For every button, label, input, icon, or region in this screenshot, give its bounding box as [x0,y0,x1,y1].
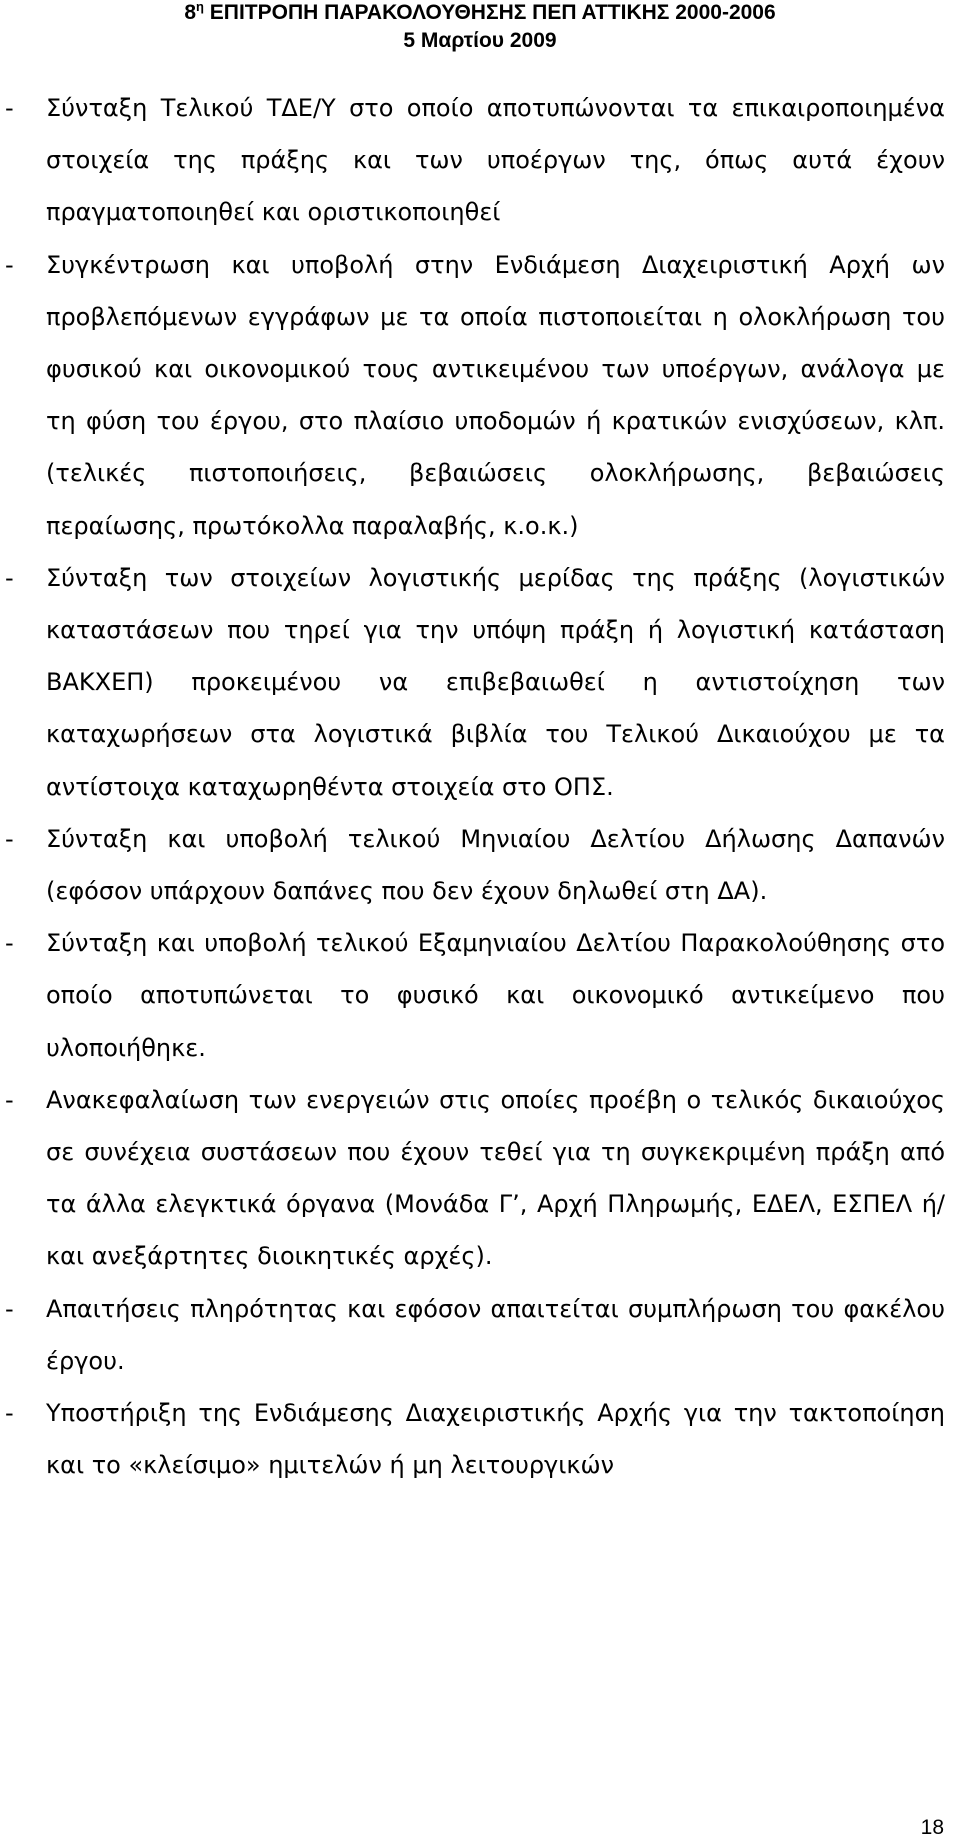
list-item [0,1074,960,1283]
list-item [0,813,960,917]
header-committee-title [0,0,960,27]
header-title-text: ΕΠΙΤΡΟΠΗ ΠΑΡΑΚΟΛΟΥΘΗΣΗΣ ΠΕΠ ΑΤΤΙΚΗΣ 2000-2006 [203,1,776,24]
page-header [0,0,960,55]
list-item-text: Σύνταξη και υποβολή τελικού Εξαμηνιαίου Δελτίου Παρακολούθησης στο οποίο αποτυπώνεται το φυσικό και οικονομικό αντικείμενο που υλοποιήθηκε. [46,929,945,1062]
header-date: 5 Μαρτίου 2009 [403,29,557,52]
list-item-dash: - [5,824,14,853]
list-item-text: Ανακεφαλαίωση των ενεργειών στις οποίες προέβη ο τελικός δικαιούχος σε συνέχεια συστάσεων που έχουν τεθεί για τη συγκεκριμένη πράξη από τα άλλα ελεγκτικά όργανα (Μονάδα Γ’, Αρχή Πληρωμής, ΕΔΕΛ, ΕΣΠΕΛ ή/και ανεξάρτητες διοικητικές αρχές). [46,1085,945,1271]
list-item-text: Απαιτήσεις πληρότητας και εφόσον απαιτείται συμπλήρωση του φακέλου έργου. [46,1294,945,1375]
list-item-text: Σύνταξη και υποβολή τελικού Μηνιαίου Δελτίου Δήλωσης Δαπανών (εφόσον υπάρχουν δαπάνες που δεν έχουν δηλωθεί στη ΔΑ). [46,824,945,906]
list-item-dash: - [5,250,14,279]
list-item [0,239,960,552]
list-item [0,1283,960,1387]
list-item-dash: - [5,94,14,122]
list-item-text: Σύνταξη των στοιχείων λογιστικής μερίδας της πράξης (λογιστικών καταστάσεων που τηρεί για την υπόψη πράξη ή λογιστική κατάσταση ΒΑΚΧΕΠ) προκειμένου να επιβεβαιωθεί η αντιστοίχηση των καταχωρήσεων στα λογιστικά βιβλία του Τελικού Δικαιούχου με τα αντίστοιχα καταχωρηθέντα στοιχεία στο ΟΠΣ. [46,563,945,801]
list-item-dash: - [5,929,14,958]
bullet-list [0,82,960,1491]
list-item-text: Σύνταξη Τελικού ΤΔΕ/Υ στο οποίο αποτυπώνονται τα επικαιροποιημένα στοιχεία της πράξης και των υποέργων της, όπως αυτά έχουν πραγματοποιηθεί και οριστικοποιηθεί [46,94,945,227]
list-item [0,917,960,1074]
list-item-text: Συγκέντρωση και υποβολή στην Ενδιάμεση Διαχειριστική Αρχή ων προβλεπόμενων εγγράφων με τα οποία πιστοποιείται η ολοκλήρωση του φυσικού και οικονομικού τους αντικειμένου των υποέργων, ανάλογα με τη φύση του έργου, στο πλαίσιο υποδομών ή κρατικών ενισχύσεων, κλπ. (τελικές πιστοποιήσεις, βεβαιώσεις ολοκλήρωσης, βεβαιώσεις περαίωσης, πρωτόκολλα παραλαβής, κ.ο.κ.) [46,250,945,540]
header-ordinal-number: 8 [184,1,197,24]
page-number: 18 [920,1816,944,1839]
list-item [0,1387,960,1491]
list-item-dash: - [5,1399,14,1428]
list-item-dash: - [5,1085,14,1114]
list-item-text: Υποστήριξη της Ενδιάμεσης Διαχειριστικής Αρχής για την τακτοποίηση και το «κλείσιμο» ημιτελών ή μη λειτουργικών [46,1399,945,1480]
header-ordinal-suffix: η [196,0,204,14]
list-item [0,552,960,813]
list-item [0,82,960,239]
list-item-dash: - [5,563,14,592]
list-item-dash: - [5,1294,14,1323]
